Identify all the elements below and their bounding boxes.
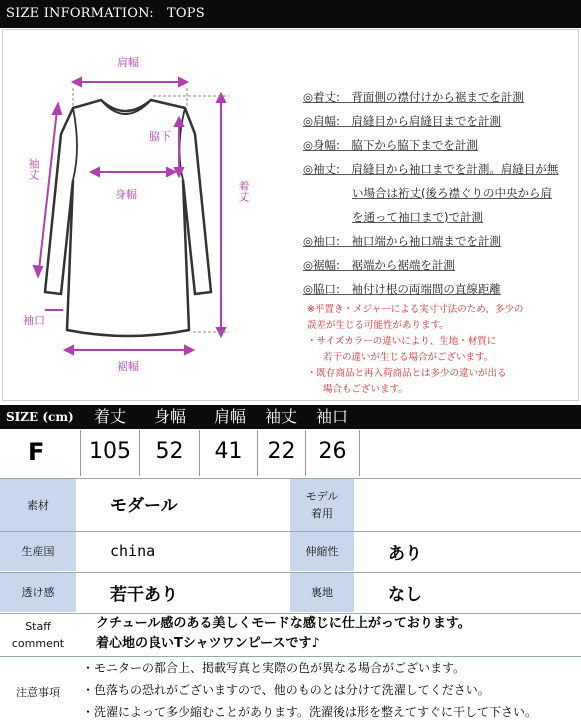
model-value: [360, 479, 560, 527]
staff-label-line1: Staff: [25, 619, 51, 633]
caution-line: ・色落ちの恐れがございますので、他のものとは分けて洗濯してください。: [82, 683, 490, 697]
label-body-width: 身幅: [115, 188, 137, 201]
warning-line: 若干の違いが生じる場合がございます。: [323, 352, 494, 363]
size-name: F: [28, 438, 45, 466]
model-label-line1: モデル: [305, 490, 339, 503]
garment-diagram: [3, 30, 293, 400]
size-row-f: [0, 430, 581, 476]
staff-comment-line: クチュール感のある美しくモードな感じに仕上がっております。: [96, 616, 471, 631]
label-length: 着丈: [237, 180, 250, 202]
lining-value: なし: [388, 584, 422, 605]
value-sleeve: 22: [258, 430, 306, 476]
warning-line: ・サイズカラーの違いにより、生地・材質に: [307, 336, 497, 347]
stretch-value: あり: [388, 543, 422, 564]
sheer-value: 若干あり: [110, 584, 178, 605]
spec-row-material: [0, 478, 581, 530]
header-cuff: 袖口: [315, 407, 348, 426]
annotation-line: を通って袖口まで)で計測: [352, 210, 483, 224]
annotation-line: ◎着丈: 背面側の襟付けから裾までを計測: [303, 90, 524, 104]
label-cuff: 袖口: [23, 314, 45, 327]
annotation-line: ◎袖丈: 肩縫目から袖口までを計測。肩縫目が無: [303, 162, 559, 176]
size-unit-label: SIZE (cm): [6, 410, 74, 424]
header-shoulder: 肩幅: [213, 407, 246, 426]
origin-value: china: [110, 542, 156, 560]
value-shoulder: 41: [200, 430, 258, 476]
annotation-line: ◎身幅: 脇下から脇下までを計測: [303, 138, 478, 152]
material-value: モダール: [110, 495, 178, 516]
header-sleeve: 袖丈: [264, 407, 297, 426]
spec-row-staff: [0, 613, 581, 655]
model-label-line2: 着用: [311, 507, 333, 520]
caution-line: ・洗濯によって多少縮むことがあります。洗濯後は形を整えてすぐに干して下さい。: [82, 705, 538, 719]
staff-label: [0, 614, 76, 655]
label-armhole: 脇下: [149, 130, 171, 143]
value-cuff: 26: [306, 430, 360, 476]
origin-label: 生産国: [0, 532, 76, 571]
annotation-line: ◎肩幅: 肩縫目から肩縫目までを計測: [303, 114, 501, 128]
spec-row-sheer: [0, 572, 581, 612]
model-label: [290, 479, 354, 531]
annotation-line: ◎裾幅: 裾端から裾端を計測: [303, 258, 455, 272]
header-length: 着丈: [93, 407, 126, 426]
label-shoulder: 肩幅: [117, 56, 139, 69]
size-diagram-panel: [2, 29, 579, 401]
dress-outline: [45, 100, 211, 336]
label-hem: 裾幅: [117, 360, 139, 373]
lining-label: 裏地: [290, 573, 354, 612]
caution-label: 注意事項: [0, 657, 76, 727]
material-label: 素材: [0, 479, 76, 531]
sheer-label: 透け感: [0, 573, 76, 612]
spec-row-origin: [0, 531, 581, 571]
annotation-line: ◎袖口: 袖口端から袖口端までを計測: [303, 234, 501, 248]
staff-label-line2: comment: [11, 636, 65, 650]
section-header-size-info: SIZE INFORMATION: TOPS: [0, 0, 581, 28]
value-length: 105: [80, 430, 140, 476]
stretch-label: 伸縮性: [290, 532, 354, 571]
size-table-header: [0, 405, 581, 429]
value-body-width: 52: [140, 430, 200, 476]
warning-line: 誤差が生じる可能性があります。: [307, 320, 449, 331]
annotation-line: ◎脇口: 袖付け根の両端間の直線距離: [303, 282, 501, 296]
warning-line: 場合もございます。: [323, 384, 408, 395]
spec-row-caution: [0, 656, 581, 726]
warning-line: ※平置き・メジャーによる実寸寸法のため、多少の: [307, 304, 524, 315]
warning-line: ・既存商品と再入荷商品とは多少の違いが出る: [307, 368, 507, 379]
annotation-line: い場合は裄丈(後ろ襟ぐりの中央から肩: [352, 186, 552, 200]
caution-line: ・モニターの都合上、掲載写真と実際の色が異なる場合がございます。: [82, 661, 466, 675]
header-body-width: 身幅: [153, 407, 186, 426]
label-sleeve: 袖丈: [27, 158, 40, 180]
staff-comment-line: 着心地の良いTシャツワンピースです♪: [96, 636, 320, 651]
